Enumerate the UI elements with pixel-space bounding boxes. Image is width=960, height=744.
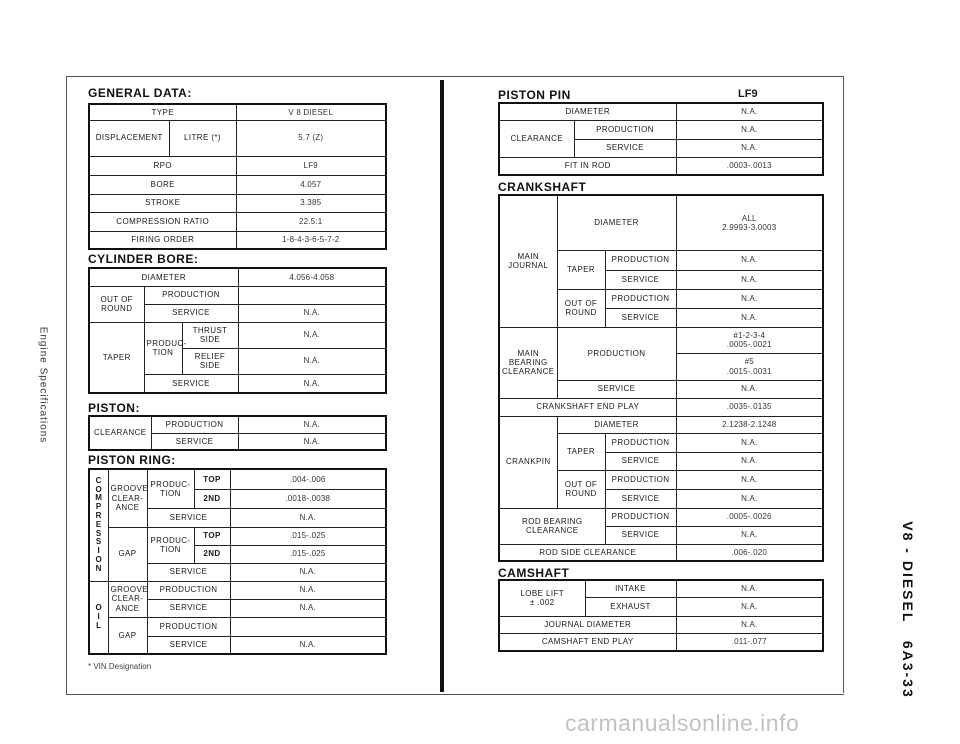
gap-label: GAP — [108, 527, 147, 581]
piston-heading: PISTON: — [88, 401, 140, 415]
oil-groove-clearance-label: GROOVE CLEAR- ANCE — [108, 581, 147, 617]
taper-production-label: PRODUC- TION — [144, 322, 182, 374]
exhaust-label: EXHAUST — [585, 597, 676, 616]
mj-oor-production-label: PRODUCTION — [605, 289, 676, 308]
litre-label: LITRE (*) — [169, 120, 236, 156]
crankshaft-heading: CRANKSHAFT — [498, 180, 587, 194]
pin-clearance-label: CLEARANCE — [499, 120, 574, 157]
camshaft-end-play-value: .011-.077 — [676, 633, 823, 651]
mbc-service-value: N.A. — [676, 380, 823, 398]
piston-ring-heading: PISTON RING: — [88, 453, 176, 467]
oil-groove-service-label: SERVICE — [147, 599, 230, 617]
rod-bearing-clearance-label: ROD BEARING CLEARANCE — [499, 508, 605, 544]
rod-side-clearance-label: ROD SIDE CLEARANCE — [499, 544, 676, 561]
compression-ratio-label: COMPRESSION RATIO — [89, 212, 236, 231]
pin-service-value: N.A. — [676, 139, 823, 157]
piston-ring-table — [88, 468, 387, 655]
watermark: carmanualsonline.info — [565, 710, 800, 736]
groove-2nd-label: 2ND — [194, 489, 230, 508]
piston-clearance-label: CLEARANCE — [89, 416, 151, 450]
groove-top-value: .004-.006 — [230, 469, 386, 489]
groove-top-label: TOP — [194, 469, 230, 489]
piston-production-value: N.A. — [238, 416, 386, 433]
cyl-diameter-value: 4.056-4.058 — [238, 268, 386, 286]
firing-order-value: 1-8-4-3-6-5-7-2 — [236, 231, 386, 249]
cp-taper-service-label: SERVICE — [605, 452, 676, 470]
side-label-right: V8 - DIESEL 6A3-33 — [900, 521, 916, 699]
mj-oor-production-value: N.A. — [676, 289, 823, 308]
mbc-production-value-1: #1-2-3-4 .0005-.0021 — [676, 327, 823, 353]
gap-2nd-label: 2ND — [194, 545, 230, 563]
groove-production-label: PRODUC- TION — [147, 469, 194, 508]
column-divider — [440, 80, 444, 692]
gap-service-label: SERVICE — [147, 563, 230, 581]
mbc-production-label: PRODUCTION — [557, 327, 676, 380]
oor-production-label: PRODUCTION — [144, 286, 238, 304]
oil-gap-production-value — [230, 617, 386, 636]
stroke-value: 3.385 — [236, 194, 386, 212]
camshaft-end-play-label: CAMSHAFT END PLAY — [499, 633, 676, 651]
gap-production-label: PRODUC- TION — [147, 527, 194, 563]
mbc-service-label: SERVICE — [557, 380, 676, 398]
groove-service-label: SERVICE — [147, 508, 230, 527]
displacement-label: DISPLACEMENT — [89, 120, 169, 156]
bore-value: 4.057 — [236, 175, 386, 194]
mj-oor-service-value: N.A. — [676, 308, 823, 327]
crankshaft-table — [498, 194, 824, 562]
stroke-label: STROKE — [89, 194, 236, 212]
rpo-value: LF9 — [236, 156, 386, 175]
groove-2nd-value: .0018-.0038 — [230, 489, 386, 508]
rbc-service-label: SERVICE — [605, 526, 676, 544]
piston-production-label: PRODUCTION — [151, 416, 238, 433]
cp-diameter-value: 2.1238-2.1248 — [676, 416, 823, 433]
type-label: TYPE — [89, 104, 236, 120]
gap-top-value: .015-.025 — [230, 527, 386, 545]
piston-service-label: SERVICE — [151, 433, 238, 450]
mj-taper-service-value: N.A. — [676, 270, 823, 289]
crankshaft-end-play-label: CRANKSHAFT END PLAY — [499, 398, 676, 416]
piston-pin-heading: PISTON PIN — [498, 88, 571, 102]
mj-taper-label: TAPER — [557, 250, 605, 289]
gap-2nd-value: .015-.025 — [230, 545, 386, 563]
intake-label: INTAKE — [585, 580, 676, 597]
camshaft-table — [498, 579, 824, 652]
pin-service-label: SERVICE — [574, 139, 676, 157]
thrust-side-label: THRUST SIDE — [182, 322, 238, 348]
oil-groove-production-label: PRODUCTION — [147, 581, 230, 599]
taper-service-value: N.A. — [238, 374, 386, 393]
piston-service-value: N.A. — [238, 433, 386, 450]
mj-diameter-value: ALL 2.9993-3.0003 — [676, 195, 823, 250]
oil-gap-service-value: N.A. — [230, 636, 386, 654]
mj-taper-production-label: PRODUCTION — [605, 250, 676, 270]
oil-groove-production-value: N.A. — [230, 581, 386, 599]
bore-label: BORE — [89, 175, 236, 194]
journal-diameter-label: JOURNAL DIAMETER — [499, 616, 676, 633]
cp-oor-production-label: PRODUCTION — [605, 470, 676, 489]
oil-groove-service-value: N.A. — [230, 599, 386, 617]
pin-production-label: PRODUCTION — [574, 120, 676, 139]
cp-oor-label: OUT OF ROUND — [557, 470, 605, 508]
cp-taper-label: TAPER — [557, 433, 605, 470]
displacement-value: 5.7 (Z) — [236, 120, 386, 156]
groove-clearance-label: GROOVE CLEAR- ANCE — [108, 469, 147, 527]
rbc-production-value: .0005-.0026 — [676, 508, 823, 526]
cp-oor-production-value: N.A. — [676, 470, 823, 489]
pin-diameter-value: N.A. — [676, 103, 823, 120]
pin-diameter-label: DIAMETER — [499, 103, 676, 120]
cylinder-bore-heading: CYLINDER BORE: — [88, 252, 199, 266]
rod-side-clearance-value: .006-.020 — [676, 544, 823, 561]
cp-taper-service-value: N.A. — [676, 452, 823, 470]
relief-side-label: RELIEF SIDE — [182, 348, 238, 374]
oor-production-value — [238, 286, 386, 304]
compression-ratio-value: 22.5:1 — [236, 212, 386, 231]
piston-pin-table — [498, 102, 824, 176]
oor-service-value: N.A. — [238, 304, 386, 322]
oor-service-label: SERVICE — [144, 304, 238, 322]
page-frame-right — [843, 76, 844, 693]
groove-service-value: N.A. — [230, 508, 386, 527]
mbc-production-value-2: #5 .0015-.0031 — [676, 353, 823, 380]
journal-diameter-value: N.A. — [676, 616, 823, 633]
fit-in-rod-label: FIT IN ROD — [499, 157, 676, 175]
firing-order-label: FIRING ORDER — [89, 231, 236, 249]
cp-oor-service-value: N.A. — [676, 489, 823, 508]
rbc-production-label: PRODUCTION — [605, 508, 676, 526]
rpo-label: RPO — [89, 156, 236, 175]
oil-label: O I L — [89, 581, 108, 654]
lobe-lift-label: LOBE LIFT ± .002 — [499, 580, 585, 616]
mj-taper-production-value: N.A. — [676, 250, 823, 270]
out-of-round-label: OUT OF ROUND — [89, 286, 144, 322]
side-label-left: Engine Specifications — [37, 326, 49, 444]
cp-diameter-label: DIAMETER — [557, 416, 676, 433]
pin-production-value: N.A. — [676, 120, 823, 139]
mj-taper-service-label: SERVICE — [605, 270, 676, 289]
cp-oor-service-label: SERVICE — [605, 489, 676, 508]
mj-diameter-label: DIAMETER — [557, 195, 676, 250]
piston-table — [88, 415, 387, 451]
main-bearing-clearance-label: MAIN BEARING CLEARANCE — [499, 327, 557, 398]
camshaft-heading: CAMSHAFT — [498, 566, 570, 580]
relief-side-value: N.A. — [238, 348, 386, 374]
cp-taper-production-value: N.A. — [676, 433, 823, 452]
oil-gap-service-label: SERVICE — [147, 636, 230, 654]
intake-value: N.A. — [676, 580, 823, 597]
oil-gap-label: GAP — [108, 617, 147, 654]
cp-taper-production-label: PRODUCTION — [605, 433, 676, 452]
mj-oor-label: OUT OF ROUND — [557, 289, 605, 327]
crankpin-label: CRANKPIN — [499, 416, 557, 508]
general-data-heading: GENERAL DATA: — [88, 86, 192, 100]
fit-in-rod-value: .0003-.0013 — [676, 157, 823, 175]
general-data-table — [88, 103, 387, 250]
exhaust-value: N.A. — [676, 597, 823, 616]
main-journal-label: MAIN JOURNAL — [499, 195, 557, 327]
cyl-diameter-label: DIAMETER — [89, 268, 238, 286]
type-value: V 8 DIESEL — [236, 104, 386, 120]
rbc-service-value: N.A. — [676, 526, 823, 544]
crankshaft-end-play-value: .0035-.0135 — [676, 398, 823, 416]
gap-service-value: N.A. — [230, 563, 386, 581]
cylinder-bore-table — [88, 267, 387, 394]
oil-gap-production-label: PRODUCTION — [147, 617, 230, 636]
footnote: * VIN Designation — [88, 662, 152, 671]
taper-service-label: SERVICE — [144, 374, 238, 393]
thrust-side-value: N.A. — [238, 322, 386, 348]
compression-label: C O M P R E S S I O N — [89, 469, 108, 581]
lf9-heading: LF9 — [738, 88, 758, 100]
gap-top-label: TOP — [194, 527, 230, 545]
mj-oor-service-label: SERVICE — [605, 308, 676, 327]
taper-label: TAPER — [89, 322, 144, 393]
